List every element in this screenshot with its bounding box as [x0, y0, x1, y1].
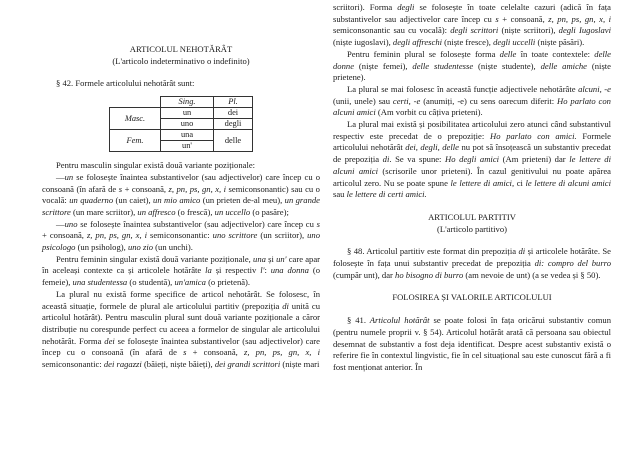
- paragraph-48: § 48. Articolul partitiv este format din prepoziția di și articolele hotărâte. Se folosește în fața unui substantiv precedat de prepoziția di: compro del burro (cumpăr unt), dar ho bisogno di burro (am nevoie de unt) (a se vedea și § 50).: [333, 246, 612, 280]
- table-cell: un': [161, 141, 214, 152]
- paragraph-alcuni: La plural se mai folosesc în această funcție adjectivele nehotărâte alcuni, -e (unii, unele) sau certi, -e (anumiți, -e) cu sens oarecum diferit: Ho parlato con alcuni amici (Am vorbit cu câțiva prieteni).: [333, 83, 611, 118]
- table-header-pl: Pl.: [214, 97, 253, 108]
- paragraph-zero-article: La plural mai există și posibilitatea articolului zero atunci când substantivul respectiv este precedat de o prepoziție: Ho parlato con amici. Formele articolului nehotărât dei, degli, delle nu pot să însoțească un substantiv precedat de prepoziția di. Se va spune: Ho degli amici (Am prieteni) dar le lettere di alcuni amici (scrisorile unor prieteni). În cazul genitivului nu poate apărea articolul zero. Nu se poate spune le lettere di amici, ci le lettere di alcuni amici sau le lettere di certi amici.: [333, 119, 611, 200]
- table-cell: un: [161, 108, 214, 119]
- left-column: [42, 44, 320, 371]
- table-label-fem: Fem.: [110, 130, 161, 152]
- paragraph-masc-sing: Pentru masculin singular există două variante poziționale:: [56, 160, 256, 171]
- paragraph-fem-sing: Pentru feminin singular există două variante poziționale, una și un' care apar în aceleași contexte ca și articolele hotărâte la și respectiv l': una donna (o femeie), una studentessa (o studentă), un'amica (o prietenă).: [42, 253, 321, 288]
- table-cell: delle: [214, 130, 253, 152]
- section-heading: ARTICOLUL NEHOTĂRÂT: [129, 44, 233, 54]
- paragraph-41: § 41. Articolul hotărât se poate folosi în fața oricărui substantiv comun (pentru numele proprii v. § 54). Articolul hotărât arată că persoana sau obiectul desemnat de substantiv a fost deja identificat. Despre acest substantiv există o referire fie în contextul lingvistic, fie în cel situațional sau este cunoscut fără a fi fost menționat anterior. În: [333, 315, 611, 372]
- table-cell: dei: [214, 108, 253, 119]
- table-header-sing: Sing.: [161, 97, 214, 108]
- table-cell: una: [161, 130, 214, 141]
- section-heading-folosirea: FOLOSIREA ȘI VALORILE ARTICOLULUI: [392, 292, 552, 303]
- section-subheading: (L'articolo indeterminativo o indefinito): [112, 55, 250, 66]
- article-forms-table: [109, 96, 253, 152]
- section-subheading-partitiv: (L'articolo partitivo): [436, 223, 508, 234]
- paragraph-un: —un se folosește înaintea substantivelor (sau adjectivelor) care încep cu o consoană (în afară de s + consoană, z, pn, ps, gn, x, i semiconsonantic) sau cu o vocală: un quaderno (un caiet), un mio amico (un prieten de-al meu), un grande scrittore (un mare scriitor), un affresco (o frescă), un uccello (o pasăre);: [42, 171, 320, 217]
- paragraph-uno: —uno se folosește înaintea substantivelor (sau adjectivelor) care încep cu s + consoană, z, pn, ps, gn, x, i semiconsonantic: uno scrittore (un scriitor), uno psicologo (un psiholog), uno zio (un unchi).: [42, 218, 321, 253]
- table-cell: uno: [161, 119, 214, 130]
- table-label-masc: Masc.: [110, 108, 161, 130]
- right-column: [333, 2, 611, 374]
- paragraph-degli: scriitori). Forma degli se folosește în toate celelalte cazuri (adică în fața substantivelor sau adjectivelor care încep cu s + consoană, z, pn, ps, gn, x, i semiconsonantic sau cu vocală): degli scrittori (niște scriitori), degli Iugoslavi (niște iugoslavi), degli affreschi (niște fresce), degli uccelli (niște păsări).: [333, 2, 611, 48]
- paragraph-42: § 42. Formele articolului nehotărât sunt:: [56, 78, 195, 89]
- paragraph-fem-plural: Pentru feminin plural se folosește forma delle în toate contextele: delle donne (niște femei), delle studentesse (niște studente), delle amiche (niște prietene).: [333, 48, 611, 83]
- section-heading-partitiv: ARTICOLUL PARTITIV: [428, 211, 516, 222]
- paragraph-plural: La plural nu există forme specifice de articol nehotărât. Se folosesc, în această situație, formele de plural ale articolului partitiv (prepoziția di unită cu articolul hotărât). Pentru masculin plural sunt două variante poziționale a căror distribuție nu corespunde perfect cu aceea a formelor de singular ale articolului nehotărât. Forma dei se folosește înaintea substantivelor (sau adjectivelor) care încep cu o consoană (în afară de s + consoană, z, pn, ps, gn, x, i semiconsonantic: dei ragazzi (băieți, niște băieți), dei grandi scrittori (niște mari: [42, 288, 320, 370]
- table-cell: degli: [214, 119, 253, 130]
